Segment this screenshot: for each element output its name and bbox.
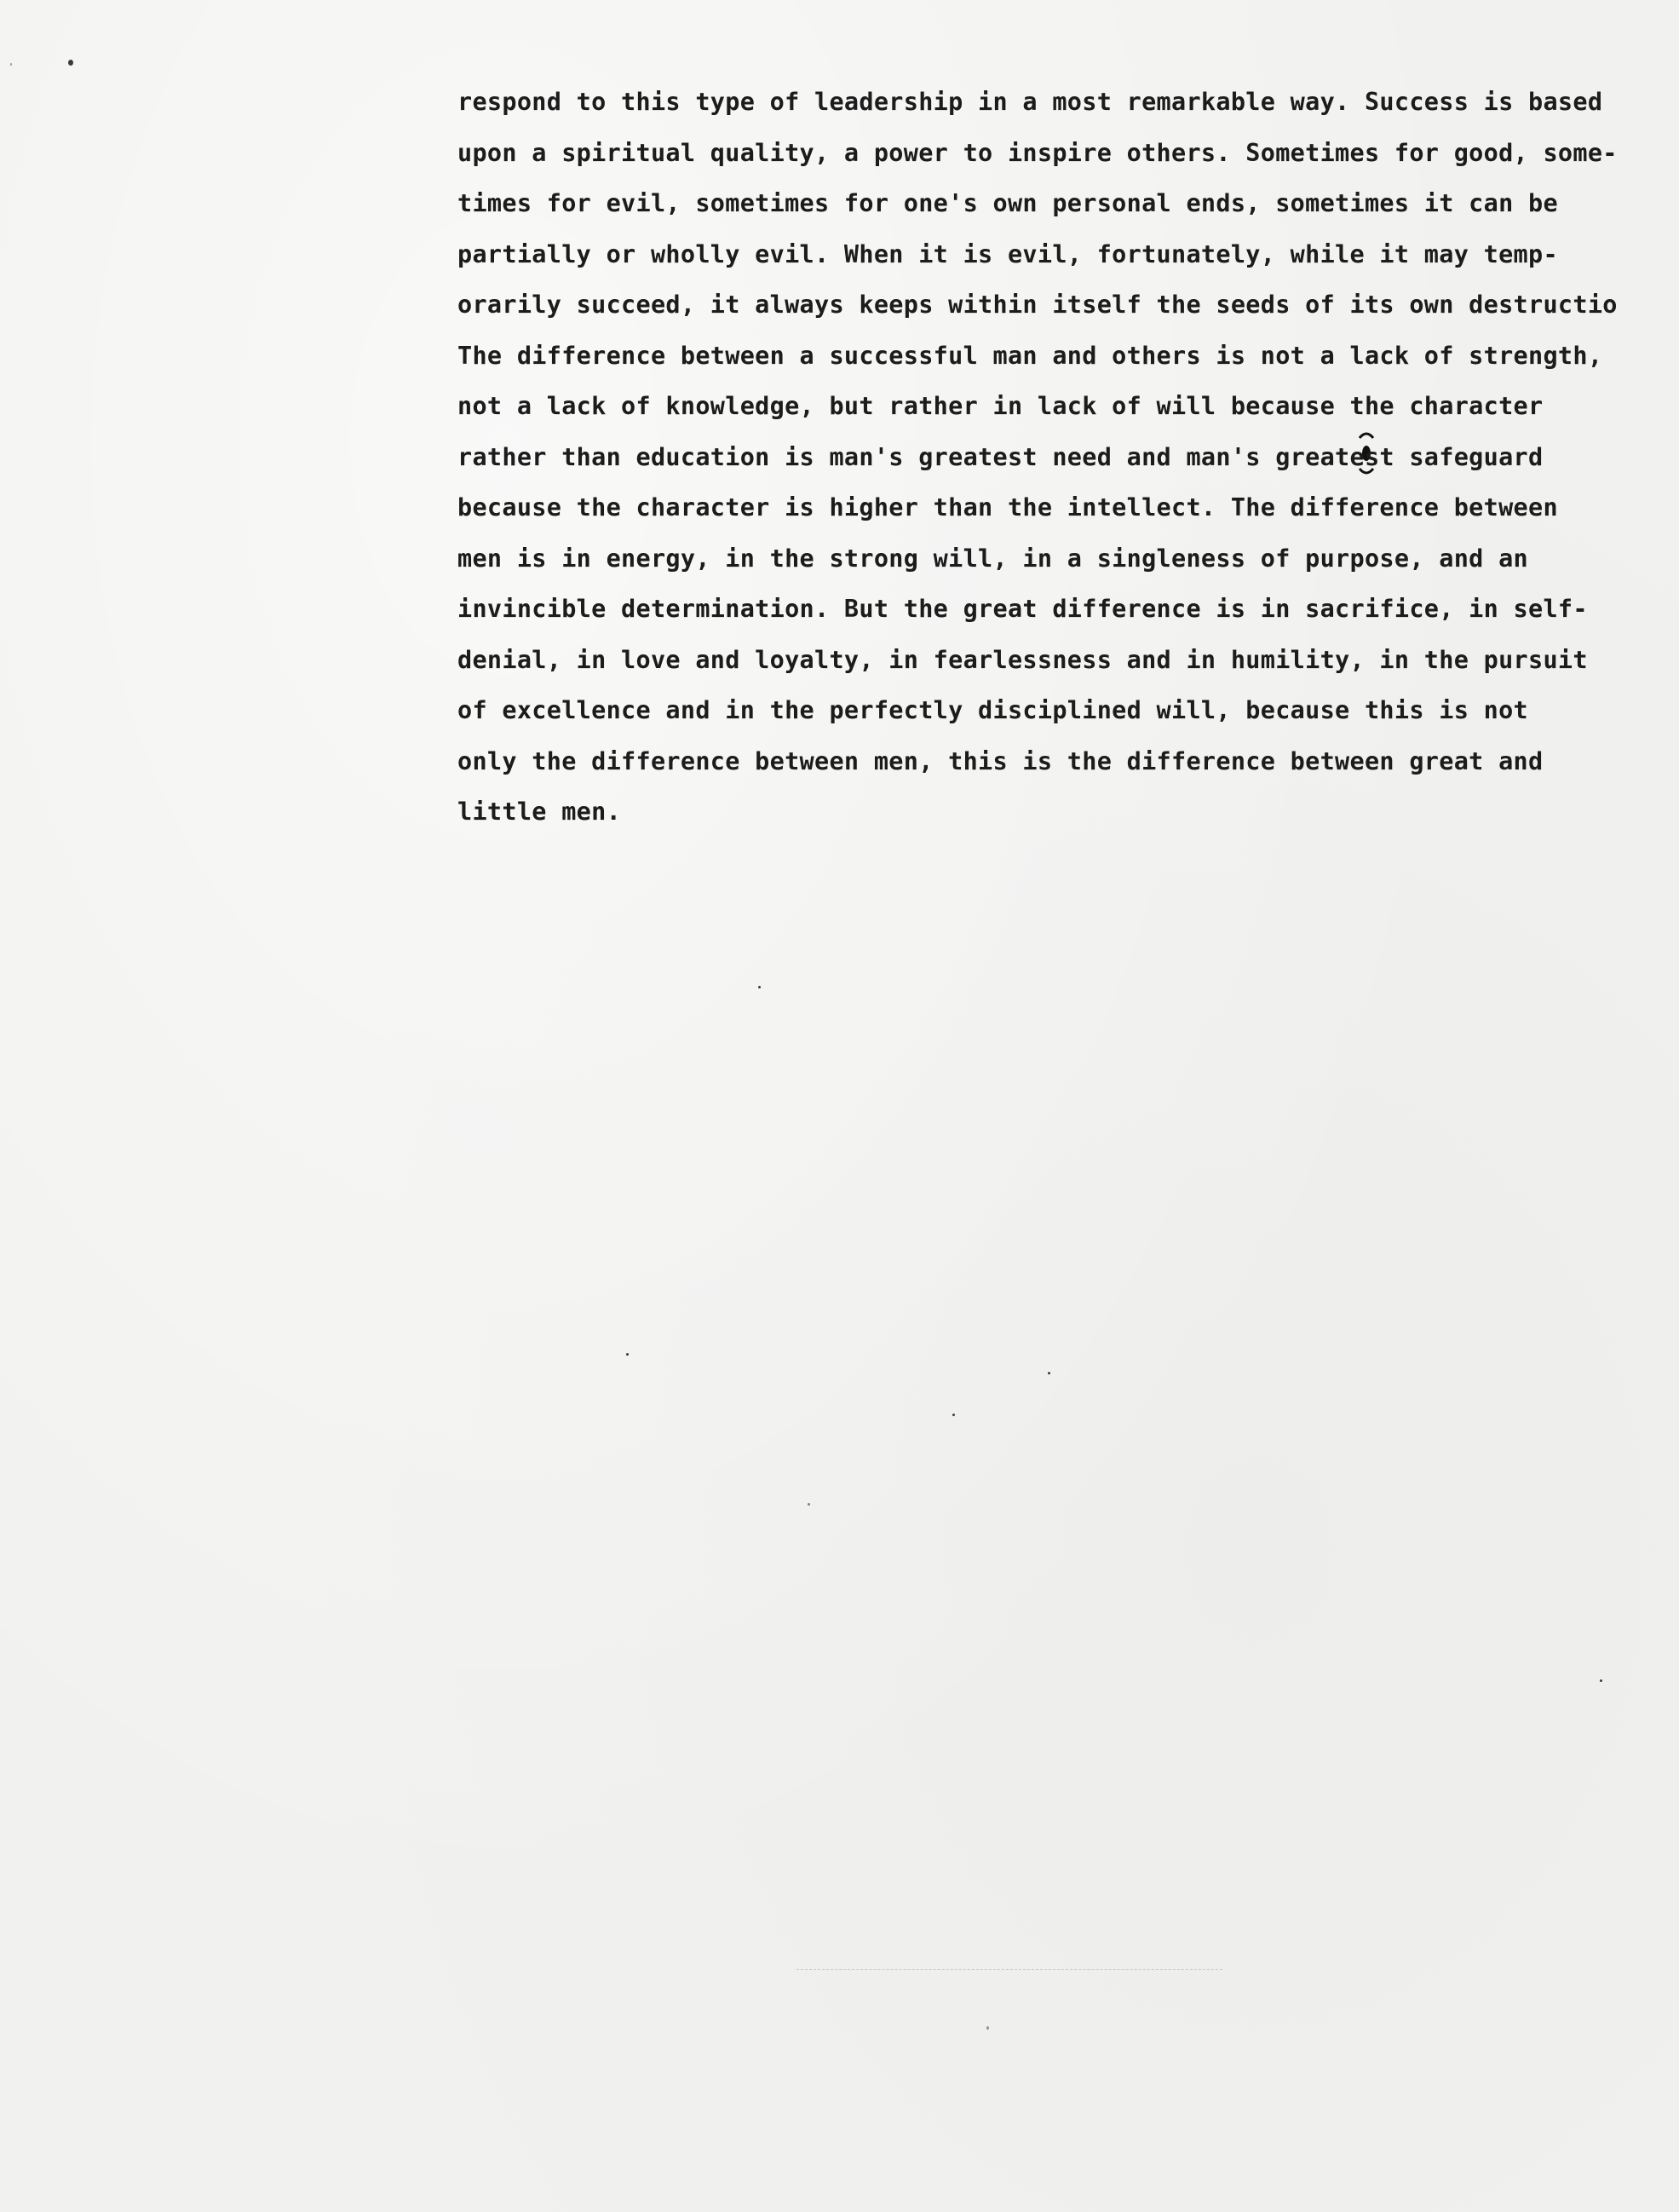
text-line: partially or wholly evil. When it is evil, fortunately, while it may temp-: [457, 239, 1558, 268]
paper-speck: [986, 2026, 989, 2030]
text-line: of excellence and in the perfectly disciplined will, because this is not: [457, 696, 1529, 724]
text-line: respond to this type of leadership in a most remarkable way. Success is based: [457, 88, 1603, 116]
paper-speck: [1600, 1679, 1602, 1682]
text-line: orarily succeed, it always keeps within itself the seeds of its own destructio: [457, 291, 1618, 319]
text-line: because the character is higher than the intellect. The difference between: [457, 493, 1558, 521]
typed-paragraph: [457, 77, 1667, 838]
text-line: rather than education is man's greatest need and man's greatest safeguard: [457, 442, 1544, 471]
text-line: denial, in love and loyalty, in fearlessness and in humility, in the pursuit: [457, 645, 1588, 674]
paper-speck: [952, 1414, 955, 1416]
paper-speck: [68, 60, 73, 66]
paper-speck: [808, 1503, 810, 1506]
paper-speck: [10, 63, 12, 66]
paper-speck: [626, 1353, 629, 1356]
paper-speck: [758, 986, 761, 988]
paper-speck: [1048, 1372, 1050, 1374]
text-line: times for evil, sometimes for one's own personal ends, sometimes it can be: [457, 189, 1558, 217]
text-line: only the difference between men, this is the difference between great and: [457, 746, 1544, 775]
text-line: little men.: [457, 798, 622, 826]
text-line: men is in energy, in the strong will, in a singleness of purpose, and an: [457, 544, 1529, 573]
faint-scan-line: [796, 1969, 1222, 1970]
text-line: not a lack of knowledge, but rather in lack of will because the character: [457, 392, 1544, 420]
text-line: The difference between a successful man and others is not a lack of strength,: [457, 341, 1603, 370]
text-line: invincible determination. But the great difference is in sacrifice, in self-: [457, 595, 1588, 623]
text-line: upon a spiritual quality, a power to inspire others. Sometimes for good, some-: [457, 138, 1618, 167]
